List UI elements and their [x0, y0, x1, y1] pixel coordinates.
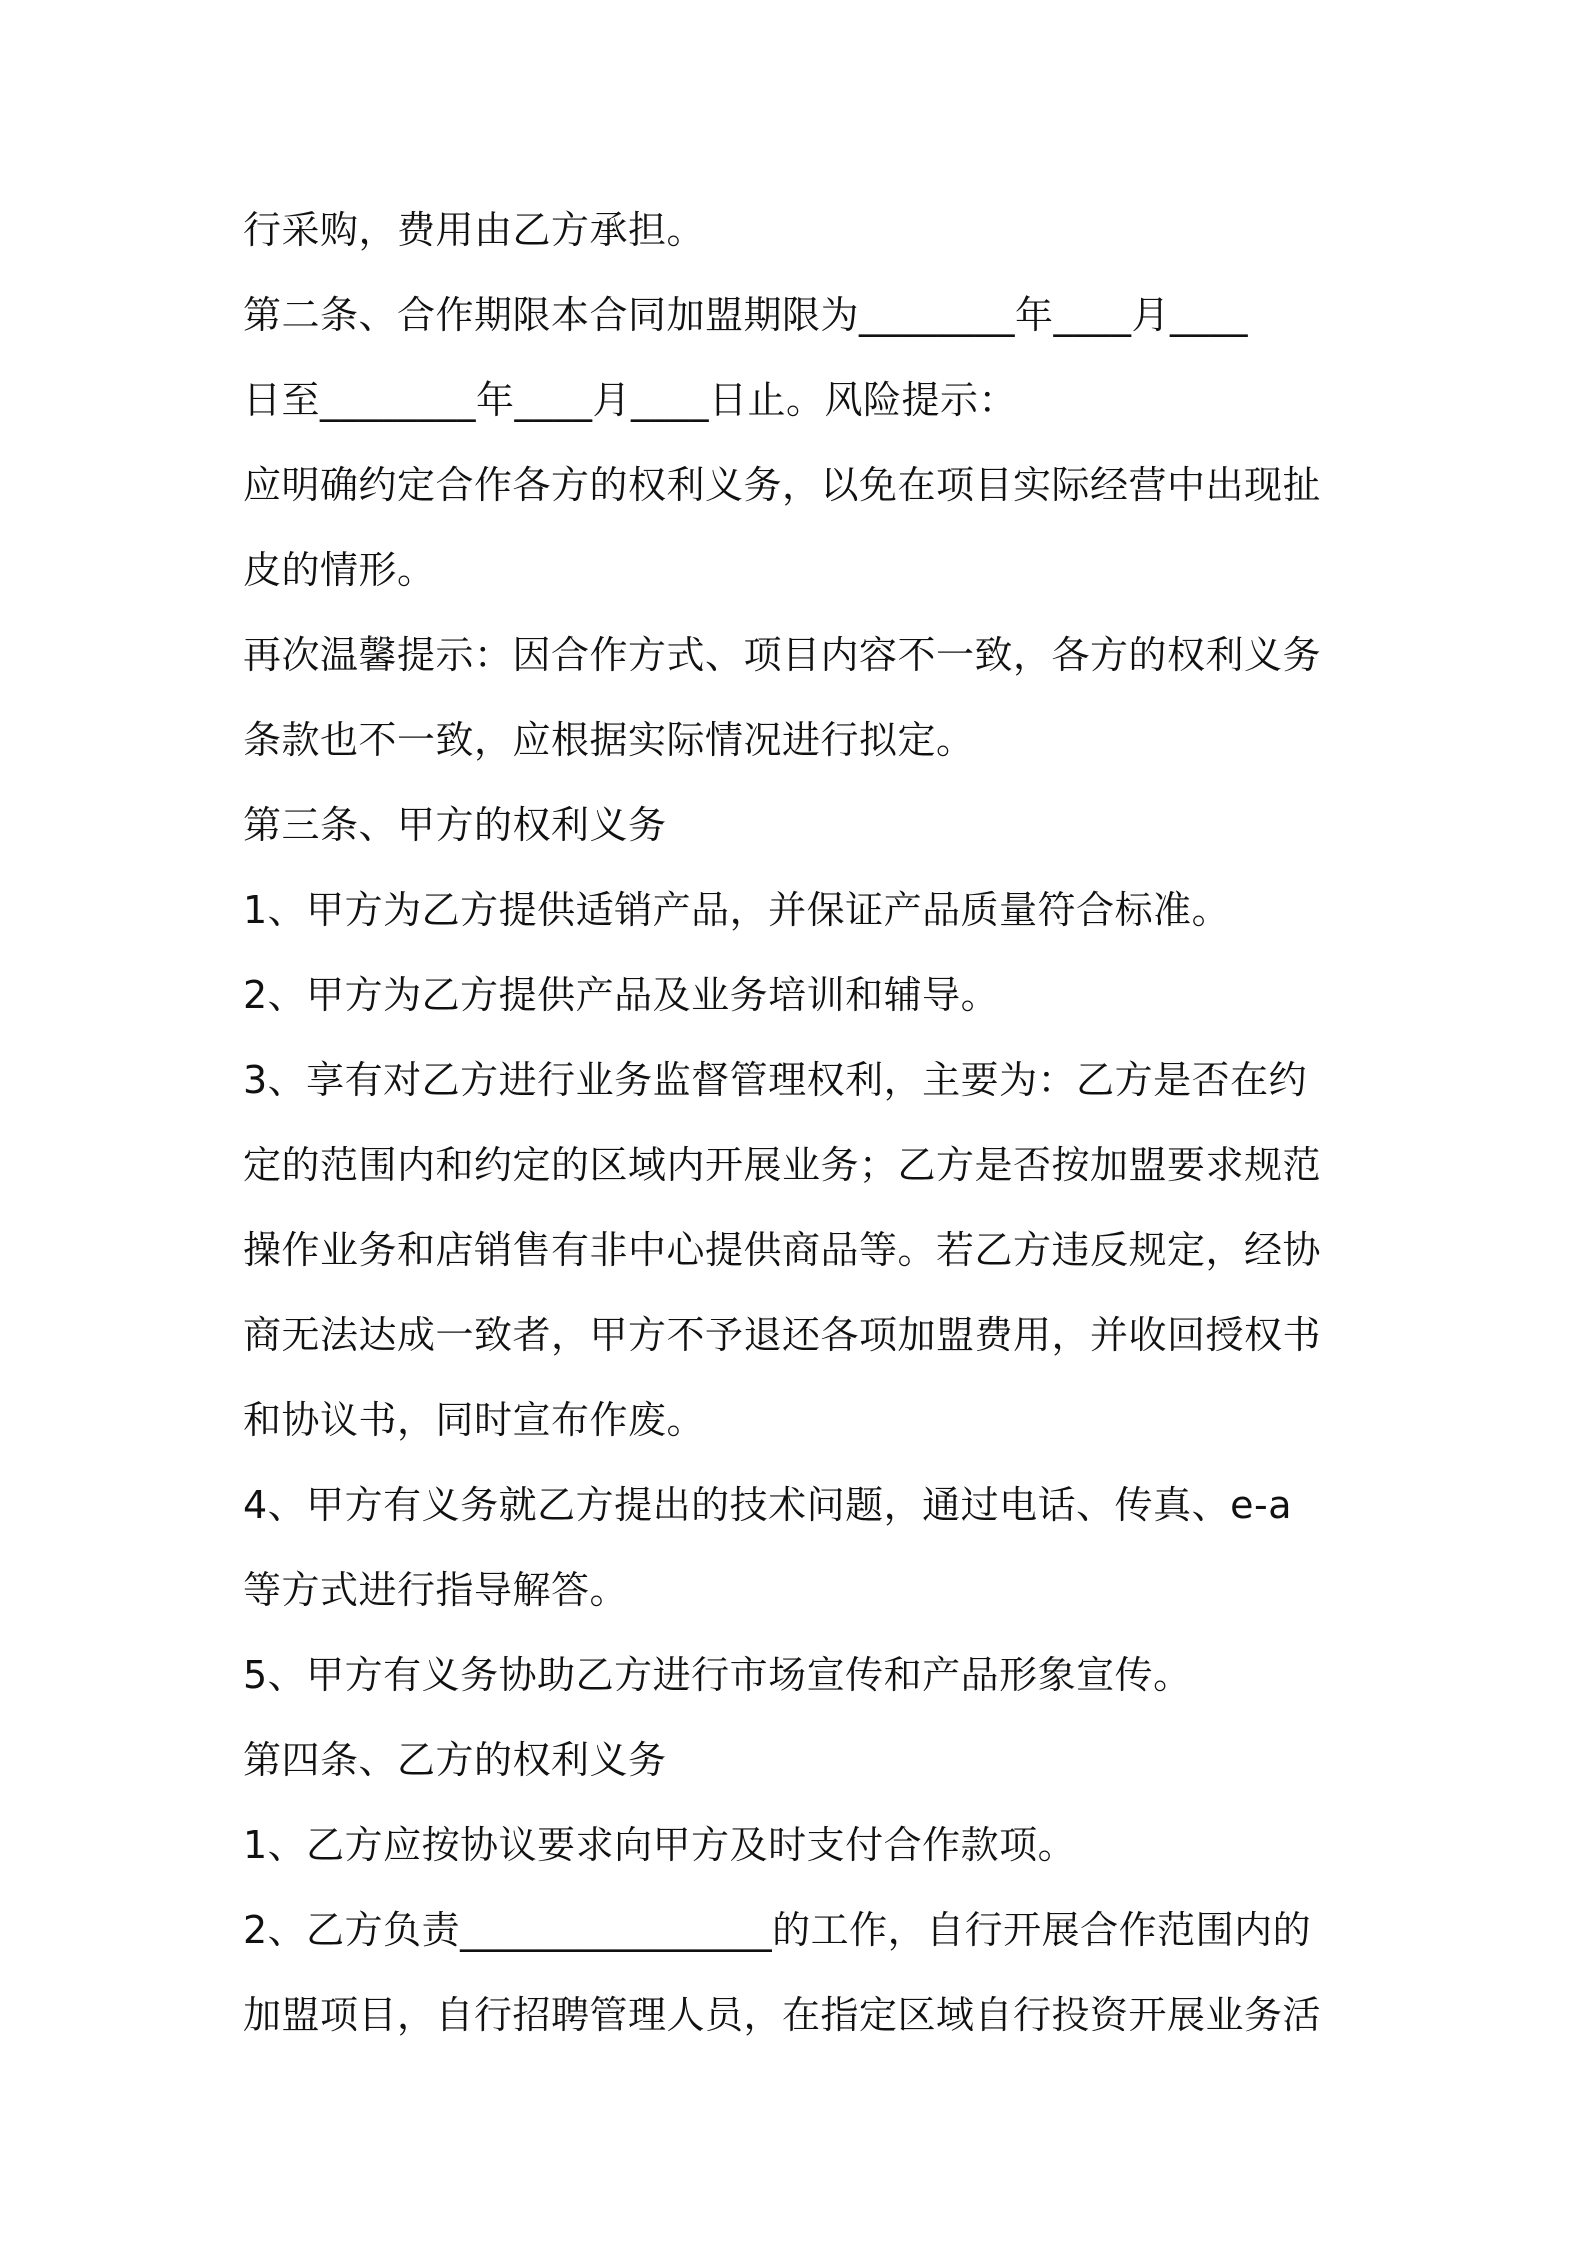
- text-line: 4、甲方有义务就乙方提出的技术问题，通过电话、传真、e-a: [243, 1483, 1293, 1527]
- text-line: 3、享有对乙方进行业务监督管理权利，主要为：乙方是否在约: [243, 1058, 1308, 1102]
- text-line: 皮的情形。: [243, 548, 436, 592]
- text-line: 2、乙方负责________________的工作，自行开展合作范围内的: [243, 1908, 1312, 1952]
- text-line: 操作业务和店销售有非中心提供商品等。若乙方违反规定，经协: [243, 1228, 1322, 1272]
- text-line: 行采购，费用由乙方承担。: [243, 208, 706, 252]
- text-line: 条款也不一致，应根据实际情况进行拟定。: [243, 718, 975, 762]
- text-line: 2、甲方为乙方提供产品及业务培训和辅导。: [243, 973, 1000, 1017]
- text-line: 和协议书，同时宣布作废。: [243, 1398, 706, 1442]
- text-line: 第二条、合作期限本合同加盟期限为________年____月____: [243, 293, 1249, 337]
- text-line: 再次温馨提示：因合作方式、项目内容不一致，各方的权利义务: [243, 633, 1322, 677]
- text-line: 日至________年____月____日止。风险提示：: [243, 378, 1018, 422]
- text-line: 第三条、甲方的权利义务: [243, 803, 667, 847]
- text-line: 加盟项目，自行招聘管理人员，在指定区域自行投资开展业务活: [243, 1993, 1322, 2037]
- document-body: [243, 188, 1358, 2058]
- text-line: 第四条、乙方的权利义务: [243, 1738, 667, 1782]
- text-line: 应明确约定合作各方的权利义务，以免在项目实际经营中出现扯: [243, 463, 1322, 507]
- text-line: 定的范围内和约定的区域内开展业务；乙方是否按加盟要求规范: [243, 1143, 1322, 1187]
- text-line: 商无法达成一致者，甲方不予退还各项加盟费用，并收回授权书: [243, 1313, 1322, 1357]
- text-line: 5、甲方有义务协助乙方进行市场宣传和产品形象宣传。: [243, 1653, 1192, 1697]
- text-line: 1、乙方应按协议要求向甲方及时支付合作款项。: [243, 1823, 1077, 1867]
- text-line: 等方式进行指导解答。: [243, 1568, 629, 1612]
- text-line: 1、甲方为乙方提供适销产品，并保证产品质量符合标准。: [243, 888, 1231, 932]
